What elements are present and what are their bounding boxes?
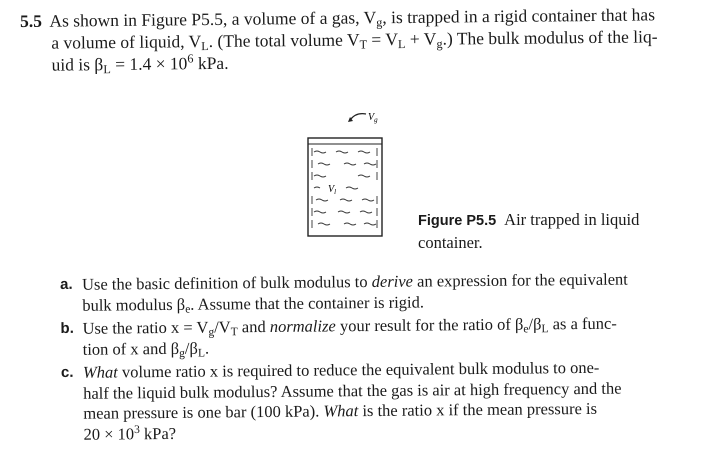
- part-label: a.: [60, 275, 73, 293]
- superscript: 6: [187, 51, 194, 66]
- problem-statement: [20, 3, 693, 76]
- part-text: half the liquid bulk modulus? Assume that the gas is air at high frequency and the: [83, 378, 622, 403]
- part-a: [60, 269, 700, 316]
- intro-text: uid is β: [51, 54, 104, 75]
- part-c: [61, 357, 702, 445]
- part-label: b.: [60, 319, 74, 337]
- intro-text: kPa.: [193, 52, 229, 74]
- part-text: bulk modulus β: [82, 294, 186, 315]
- part-text: Use the ratio x = V: [82, 317, 209, 338]
- part-text: mean pressure is one bar (100 kPa).: [83, 401, 324, 423]
- emphasis: What: [82, 362, 118, 382]
- subscript: g: [208, 326, 215, 339]
- subscript: L: [103, 62, 111, 77]
- part-text: /β: [184, 338, 198, 358]
- subscript: g: [436, 36, 443, 51]
- subscript: e: [185, 303, 191, 316]
- liquid-volume-label: $V_l$: [328, 184, 337, 196]
- subscript: L: [197, 346, 206, 360]
- subscript: L: [397, 37, 406, 52]
- part-label: c.: [60, 363, 74, 381]
- part-text: . Assume that the container is rigid.: [190, 292, 425, 314]
- figure-caption: [418, 209, 698, 253]
- intro-text: a volume of liquid, V: [51, 31, 202, 53]
- subscript: e: [523, 323, 529, 336]
- part-text: and: [237, 316, 270, 337]
- part-text: is the ratio x if the mean pressure is: [358, 398, 598, 421]
- subscript: T: [359, 37, 368, 52]
- emphasis: What: [323, 401, 359, 421]
- part-text: kPa?: [139, 423, 177, 443]
- intro-text: = 1.4 × 10: [110, 53, 188, 75]
- subscript: T: [230, 326, 238, 339]
- figure-p5-5: [300, 108, 410, 248]
- gas-pointer-arrow: [350, 114, 366, 120]
- part-text: tion of x and β: [82, 338, 180, 359]
- intro-text: As shown in Figure P5.5, a volume of a gas, V: [49, 7, 377, 31]
- part-text: volume ratio x is required to reduce the equivalent bulk modulus to one-: [117, 357, 600, 382]
- superscript: 3: [133, 423, 140, 436]
- intro-text: . (The total volume V: [208, 29, 360, 52]
- part-text: as a func-: [548, 313, 617, 334]
- subscript: g: [376, 15, 383, 30]
- part-text: /V: [214, 317, 231, 337]
- figure-caption-text: Air trapped in liquid: [504, 210, 640, 229]
- part-text: 20 × 10: [83, 423, 135, 444]
- part-text: Use the basic definition of bulk modulus to: [81, 272, 372, 294]
- gas-volume-label: $V_g$: [368, 112, 378, 124]
- intro-text: .) The bulk modulus of the liq-: [442, 26, 658, 49]
- subscript: L: [201, 39, 209, 54]
- problem-parts: [60, 269, 702, 448]
- part-b: [60, 313, 700, 360]
- intro-text: = V: [366, 29, 399, 50]
- liquid-waves: [312, 148, 377, 228]
- part-text: .: [204, 338, 210, 358]
- emphasis: normalize: [269, 316, 336, 336]
- container-diagram: [300, 108, 410, 248]
- subscript: L: [541, 323, 549, 336]
- figure-caption-text-2: container.: [418, 233, 483, 252]
- part-text: your result for the ratio of β: [335, 314, 524, 336]
- problem-number: 5.5: [20, 10, 43, 31]
- figure-caption-label: Figure P5.5: [418, 213, 497, 229]
- emphasis: derive: [371, 271, 414, 292]
- intro-text: + V: [405, 28, 437, 49]
- part-text: an expression for the equivalent: [412, 269, 628, 291]
- intro-text: , is trapped in a rigid container that has: [382, 4, 656, 28]
- part-text: /β: [528, 314, 542, 334]
- subscript: g: [179, 347, 185, 360]
